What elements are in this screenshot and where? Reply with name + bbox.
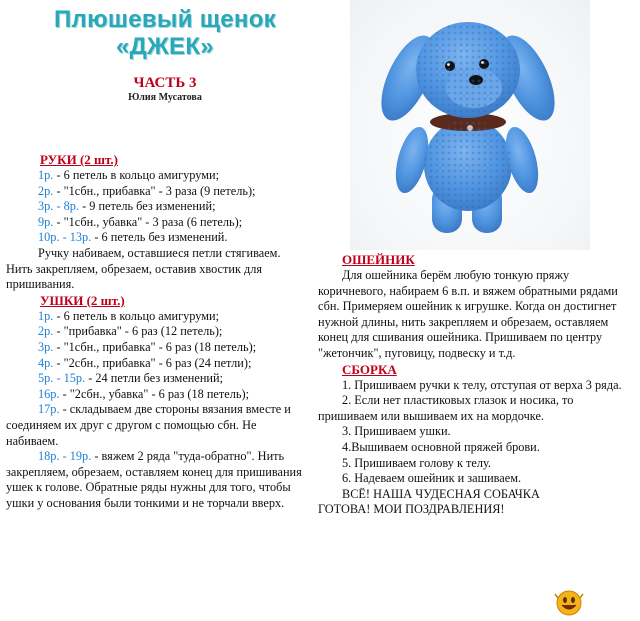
- title-block: [0, 6, 330, 104]
- ears-heading: УШКИ (2 шт.): [40, 292, 125, 308]
- row-number: 2р.: [38, 324, 54, 339]
- row-number: 10р. - 13р.: [38, 230, 92, 245]
- right-column: [318, 252, 622, 518]
- final-message: ВСЁ! НАША ЧУДЕСНАЯ СОБАЧКА ГОТОВА! МОИ ПОЗДРАВЛЕНИЯ!: [318, 486, 540, 517]
- assembly-step: 3. Пришиваем ушки.: [342, 424, 451, 439]
- row-number: 17р.: [38, 402, 60, 417]
- arms-row: [6, 184, 304, 200]
- row-number: 5р. - 15р.: [38, 371, 86, 386]
- row-text: - 9 петель без изменений;: [79, 199, 216, 214]
- row-number: 2р.: [38, 183, 54, 198]
- row-number: 18р. - 19р.: [38, 449, 92, 464]
- ears-row: [6, 402, 304, 449]
- blue-plush-puppy-photo: [350, 0, 590, 250]
- row-number: 3р.: [38, 339, 54, 354]
- arms-row: [6, 199, 304, 215]
- row-text: - 6 петель без изменений.: [91, 230, 228, 245]
- row-text: - "2сбн., прибавка" - 6 раз (24 петли);: [53, 355, 252, 370]
- ears-row: [6, 340, 304, 356]
- page-title-line1: Плюшевый щенок: [54, 6, 276, 33]
- row-number: 3р. - 8р.: [38, 199, 79, 214]
- puppy-photo: [350, 0, 590, 250]
- row-number: 16р.: [38, 386, 60, 401]
- row-number: 1р.: [38, 168, 54, 182]
- assembly-step: 2. Если нет пластиковых глазок и носика, то пришиваем или вышиваем их на мордочке.: [318, 393, 574, 423]
- smiley-face-icon: [554, 588, 584, 616]
- author-name: Юлия Мусатова: [128, 92, 202, 103]
- page-title-line2: «ДЖЕК»: [116, 33, 214, 60]
- row-text: - 6 петель в кольцо амигуруми;: [53, 168, 220, 182]
- collar-text: Для ошейника берём любую тонкую пряжу коричневого, набираем 6 в.п. и вяжем обратными рядами сбн. Примеряем ошейник к игрушке. Когда он достигнет нужной длины, нить закрепляем и обрезаем, оставляем конец для сшивания ошейника. Пришиваем по центру "жетончик", пуговицу, подвеску и т.д.: [318, 268, 618, 360]
- row-text: - 24 петли без изменений;: [85, 371, 223, 386]
- row-text: - "прибавка" - 6 раз (12 петель);: [53, 324, 223, 339]
- row-text: - 6 петель в кольцо амигуруми;: [53, 308, 220, 323]
- row-text: - "2сбн., убавка" - 6 раз (18 петель);: [59, 386, 249, 401]
- row-text: - "1сбн., прибавка" - 3 раза (9 петель);: [53, 183, 256, 198]
- assembly-step: 1. Пришиваем ручки к телу, отступая от верха 3 ряда.: [342, 377, 622, 392]
- ears-row: [6, 387, 304, 403]
- row-number: 4р.: [38, 355, 54, 370]
- ears-row: [6, 356, 304, 372]
- ears-row: [6, 371, 304, 387]
- row-text: - вяжем 2 ряда "туда-обратно". Нить закрепляем, обрезаем, оставляем конец для пришивания ушек к голове. Обратные ряды нужны для того, чтобы ушки у основания были тонкими и не торчали вверх.: [6, 449, 302, 510]
- collar-heading: ОШЕЙНИК: [342, 252, 415, 267]
- arms-heading: РУКИ (2 шт.): [40, 152, 118, 167]
- row-number: 1р.: [38, 308, 54, 323]
- left-column: [6, 152, 304, 511]
- assembly-step: 5. Пришиваем голову к телу.: [342, 455, 491, 470]
- row-text: - "1сбн., убавка" - 3 раза (6 петель);: [53, 214, 243, 229]
- ears-row: [6, 324, 304, 340]
- row-text: - складываем две стороны вязания вместе и соединяем их друг с другом с помощью сбн. Не набиваем.: [6, 402, 291, 448]
- part-label: ЧАСТЬ 3: [133, 75, 197, 91]
- arms-note: Ручку набиваем, оставшиеся петли стягиваем. Нить закрепляем, обрезаем, оставив хвостик для пришивания.: [6, 245, 281, 292]
- assembly-step: 6. Надеваем ошейник и зашиваем.: [342, 471, 522, 486]
- ears-row: [6, 309, 304, 325]
- arms-row: [6, 215, 304, 231]
- ears-row: [6, 449, 304, 511]
- assembly-heading: СБОРКА: [342, 361, 397, 377]
- assembly-step: 4.Вышиваем основной пряжей брови.: [342, 439, 540, 454]
- row-text: - "1сбн., прибавка" - 6 раз (18 петель);: [53, 339, 257, 354]
- row-number: 9р.: [38, 214, 54, 229]
- arms-row: [6, 230, 304, 246]
- arms-row: [6, 168, 304, 184]
